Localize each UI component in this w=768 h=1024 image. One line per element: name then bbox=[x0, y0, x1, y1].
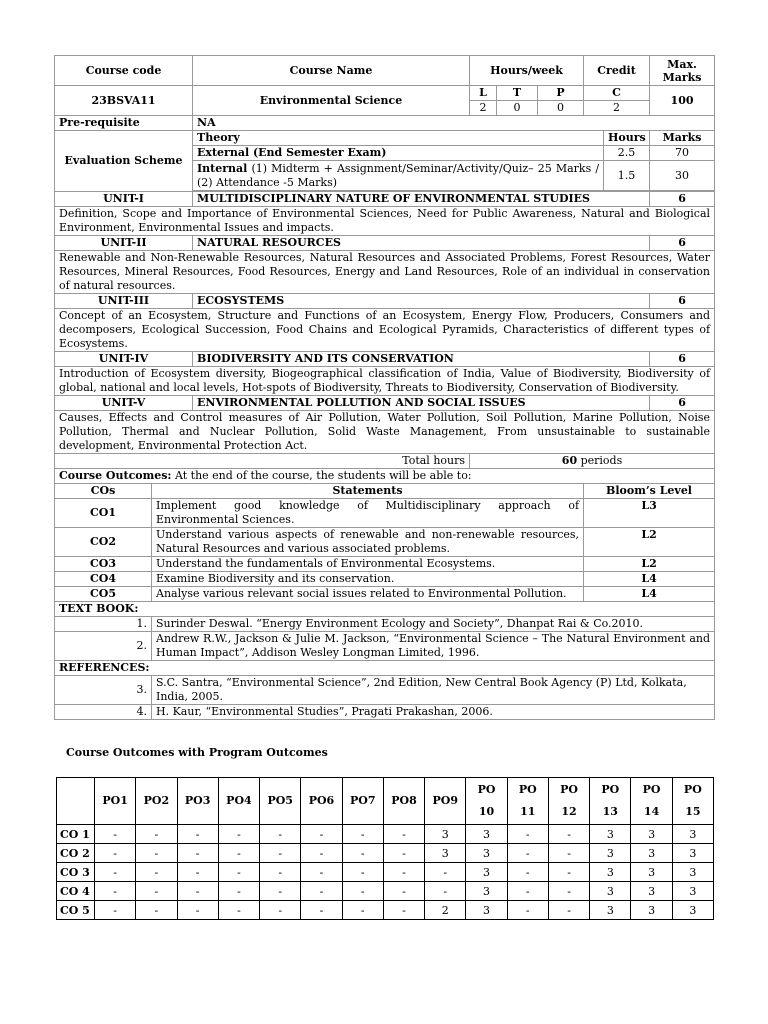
unit-content: Introduction of Ecosystem diversity, Biogeographical classification of India, Value of Biodiversity, Biodiversity of global, national and local levels, Hot-spots of Biodiversity, Threats to Biodiversity, Conservation of Biodiversity. bbox=[55, 367, 715, 396]
co-po-value: 3 bbox=[672, 882, 713, 901]
co-po-value: - bbox=[342, 825, 383, 844]
co-po-value: 3 bbox=[631, 863, 672, 882]
co-po-value: - bbox=[95, 825, 136, 844]
po-header bbox=[95, 778, 136, 825]
co-po-value: - bbox=[95, 844, 136, 863]
internal-label: Internal bbox=[197, 161, 248, 175]
course-code-header: Course code bbox=[55, 56, 193, 86]
textbook-label: TEXT BOOK: bbox=[55, 602, 715, 617]
reference-number-text: 3. bbox=[136, 683, 147, 696]
co-po-value: - bbox=[301, 901, 342, 920]
co-po-value: 3 bbox=[425, 844, 466, 863]
po-header-text: PO4 bbox=[226, 794, 252, 807]
co-po-value: 3 bbox=[672, 863, 713, 882]
po-header bbox=[218, 778, 259, 825]
prerequisite-label: Pre-requisite bbox=[55, 116, 193, 131]
po-header-text: PO bbox=[560, 783, 578, 796]
po-header bbox=[590, 778, 631, 825]
co-po-value: - bbox=[342, 901, 383, 920]
l-header: L bbox=[470, 86, 497, 101]
p-header: P bbox=[538, 86, 584, 101]
po-header-text: 12 bbox=[561, 805, 577, 818]
co-po-value: - bbox=[260, 901, 301, 920]
unit-title: ECOSYSTEMS bbox=[193, 294, 650, 309]
internal-assessment bbox=[193, 161, 604, 191]
co-level: L2 bbox=[584, 528, 715, 557]
textbook-number-text: 1. bbox=[136, 617, 147, 630]
unit-title: MULTIDISCIPLINARY NATURE OF ENVIRONMENTAL STUDIES bbox=[193, 192, 650, 207]
co-po-value: - bbox=[507, 844, 548, 863]
t-header: T bbox=[497, 86, 538, 101]
co-statement: Analyse various relevant social issues related to Environmental Pollution. bbox=[152, 587, 584, 602]
co-po-value: - bbox=[136, 882, 177, 901]
co-po-row bbox=[57, 882, 714, 901]
reference-entry: S.C. Santra, “Environmental Science”, 2nd Edition, New Central Book Agency (P) Ltd, Kolkata, India, 2005. bbox=[152, 676, 715, 705]
po-header-text: PO bbox=[518, 783, 537, 796]
co-po-row bbox=[57, 825, 714, 844]
cos-header: COs bbox=[55, 484, 152, 499]
po-header-text: PO5 bbox=[267, 794, 293, 807]
po-header bbox=[342, 778, 383, 825]
co-po-value: - bbox=[383, 844, 424, 863]
co-po-value: - bbox=[260, 844, 301, 863]
unit-hours: 6 bbox=[650, 396, 715, 411]
co-po-row-label: CO 2 bbox=[57, 844, 95, 863]
reference-number-text: 4. bbox=[136, 705, 147, 718]
po-header-text: PO bbox=[601, 783, 620, 796]
unit-content: Concept of an Ecosystem, Structure and Functions of an Ecosystem, Energy Flow, Producers, Consumers and decomposers, Ecological Succession, Food Chains and Ecological Pyramids, Characteristics of different types of Ecosystems. bbox=[55, 309, 715, 352]
co-id: CO5 bbox=[55, 587, 152, 602]
co-id: CO2 bbox=[55, 528, 152, 557]
co-po-value: - bbox=[260, 863, 301, 882]
po-header-row bbox=[57, 778, 714, 825]
po-header bbox=[466, 778, 507, 825]
co-statement: Understand the fundamentals of Environmental Ecosystems. bbox=[152, 557, 584, 572]
po-header bbox=[136, 778, 177, 825]
total-hours-label: Total hours bbox=[55, 454, 470, 469]
co-po-value: 3 bbox=[631, 825, 672, 844]
co-po-value: - bbox=[136, 844, 177, 863]
co-po-row-label: CO 4 bbox=[57, 882, 95, 901]
co-po-value: - bbox=[383, 901, 424, 920]
po-header bbox=[672, 778, 713, 825]
course-code: 23BSVA11 bbox=[55, 86, 193, 116]
unit-content: Causes, Effects and Control measures of Air Pollution, Water Pollution, Soil Pollution, Marine Pollution, Noise Pollution, Thermal and Nuclear Pollution, Solid Waste Management, From unsustainable to sustainable development, Environmental Protection Act. bbox=[55, 411, 715, 454]
co-statement: Understand various aspects of renewable and non-renewable resources, Natural Resources and various associated problems. bbox=[152, 528, 584, 557]
unit-label: UNIT-IV bbox=[55, 352, 193, 367]
course-outcomes-label: Course Outcomes: bbox=[59, 469, 172, 482]
co-po-value: - bbox=[301, 863, 342, 882]
credit-header: Credit bbox=[584, 56, 650, 86]
po-header bbox=[260, 778, 301, 825]
co-po-value: - bbox=[95, 882, 136, 901]
co-po-value: - bbox=[425, 863, 466, 882]
co-po-value: 2 bbox=[425, 901, 466, 920]
co-po-row-label: CO 3 bbox=[57, 863, 95, 882]
blooms-level-header: Bloom’s Level bbox=[584, 484, 715, 499]
co-level: L4 bbox=[584, 587, 715, 602]
co-po-value: - bbox=[301, 825, 342, 844]
co-po-value: - bbox=[260, 882, 301, 901]
co-po-row bbox=[57, 901, 714, 920]
co-po-value: - bbox=[177, 901, 218, 920]
co-po-value: - bbox=[548, 863, 589, 882]
corner-cell bbox=[57, 778, 95, 825]
co-po-value: - bbox=[548, 825, 589, 844]
textbook-number-text: 2. bbox=[136, 639, 147, 652]
co-po-value: 3 bbox=[672, 901, 713, 920]
co-po-value: 3 bbox=[672, 825, 713, 844]
max-marks: 100 bbox=[650, 86, 715, 116]
p-value: 0 bbox=[538, 101, 584, 116]
unit-label: UNIT-I bbox=[55, 192, 193, 207]
c-header: C bbox=[584, 86, 650, 101]
co-po-table bbox=[56, 777, 714, 920]
po-header bbox=[383, 778, 424, 825]
textbook-entry: Surinder Deswal. “Energy Environment Ecology and Society”, Dhanpat Rai & Co.2010. bbox=[152, 617, 715, 632]
co-po-title: Course Outcomes with Program Outcomes bbox=[66, 746, 328, 759]
co-po-value: - bbox=[218, 863, 259, 882]
t-value: 0 bbox=[497, 101, 538, 116]
statements-header: Statements bbox=[152, 484, 584, 499]
co-po-value: - bbox=[425, 882, 466, 901]
co-po-row bbox=[57, 844, 714, 863]
po-header bbox=[425, 778, 466, 825]
co-po-value: - bbox=[383, 882, 424, 901]
co-po-value: 3 bbox=[631, 844, 672, 863]
co-po-value: 3 bbox=[590, 825, 631, 844]
co-po-value: - bbox=[342, 844, 383, 863]
co-po-value: - bbox=[136, 901, 177, 920]
co-po-value: - bbox=[177, 844, 218, 863]
co-po-value: 3 bbox=[590, 901, 631, 920]
co-po-value: 3 bbox=[466, 825, 507, 844]
unit-content: Renewable and Non-Renewable Resources, Natural Resources and Associated Problems, Forest Resources, Water Resources, Mineral Resources, Food Resources, Energy and Land Resources, Role of an individual in conservation of natural resources. bbox=[55, 251, 715, 294]
co-po-value: 3 bbox=[631, 901, 672, 920]
co-po-value: - bbox=[218, 844, 259, 863]
hours-label: Hours bbox=[604, 131, 650, 146]
textbook-entry: Andrew R.W., Jackson & Julie M. Jackson, “Environmental Science – The Natural Environment and Human Impact”, Addison Wesley Longman Limited, 1996. bbox=[152, 632, 715, 661]
unit-title: NATURAL RESOURCES bbox=[193, 236, 650, 251]
internal-hours: 1.5 bbox=[604, 161, 650, 191]
po-header-text: PO3 bbox=[184, 794, 211, 807]
co-po-value: - bbox=[342, 882, 383, 901]
co-po-value: - bbox=[260, 825, 301, 844]
co-po-value: - bbox=[177, 825, 218, 844]
co-level: L2 bbox=[584, 557, 715, 572]
po-header-text: 10 bbox=[478, 805, 495, 818]
co-id: CO1 bbox=[55, 499, 152, 528]
unit-title: ENVIRONMENTAL POLLUTION AND SOCIAL ISSUES bbox=[193, 396, 650, 411]
po-header-text: PO bbox=[477, 783, 496, 796]
co-po-value: 3 bbox=[466, 863, 507, 882]
po-header bbox=[631, 778, 672, 825]
prerequisite-value: NA bbox=[193, 116, 715, 131]
unit-content: Definition, Scope and Importance of Environmental Sciences, Need for Public Awareness, Natural and Biological Environment, Environmental Issues and impacts. bbox=[55, 207, 715, 236]
co-po-value: - bbox=[136, 863, 177, 882]
theory-label: Theory bbox=[193, 131, 604, 146]
total-hours-number: 60 bbox=[561, 454, 578, 467]
max-marks-header: Max. Marks bbox=[650, 56, 715, 86]
co-po-value: - bbox=[507, 863, 548, 882]
textbook-number bbox=[55, 617, 152, 632]
po-header-text: PO9 bbox=[432, 794, 459, 807]
po-header-text: PO7 bbox=[349, 794, 376, 807]
co-po-value: 3 bbox=[672, 844, 713, 863]
unit-label: UNIT-V bbox=[55, 396, 193, 411]
po-header-text: 14 bbox=[643, 805, 660, 818]
co-po-value: 3 bbox=[466, 844, 507, 863]
co-statement: Implement good knowledge of Multidisciplinary approach of Environmental Sciences. bbox=[152, 499, 584, 528]
co-po-value: - bbox=[136, 825, 177, 844]
po-header bbox=[507, 778, 548, 825]
po-header bbox=[548, 778, 589, 825]
course-name: Environmental Science bbox=[193, 86, 470, 116]
syllabus-table bbox=[54, 55, 715, 720]
co-po-value: 3 bbox=[466, 901, 507, 920]
co-po-value: - bbox=[218, 882, 259, 901]
co-po-value: - bbox=[95, 901, 136, 920]
co-po-row bbox=[57, 863, 714, 882]
po-header bbox=[301, 778, 342, 825]
reference-entry: H. Kaur, “Environmental Studies”, Pragati Prakashan, 2006. bbox=[152, 705, 715, 720]
co-po-value: - bbox=[301, 844, 342, 863]
hours-week-header: Hours/week bbox=[470, 56, 584, 86]
l-value: 2 bbox=[470, 101, 497, 116]
marks-label: Marks bbox=[650, 131, 715, 146]
co-po-value: - bbox=[301, 882, 342, 901]
co-po-value: - bbox=[548, 901, 589, 920]
po-header-text: PO1 bbox=[102, 794, 128, 807]
po-header-text: PO8 bbox=[391, 794, 417, 807]
co-po-value: - bbox=[507, 882, 548, 901]
internal-text: (1) Midterm + Assignment/Seminar/Activity/Quiz– 25 Marks / (2) Attendance -5 Marks) bbox=[197, 161, 600, 189]
unit-label: UNIT-III bbox=[55, 294, 193, 309]
evaluation-scheme-label: Evaluation Scheme bbox=[55, 131, 193, 192]
unit-hours: 6 bbox=[650, 294, 715, 309]
course-name-header: Course Name bbox=[193, 56, 470, 86]
po-header-text: 15 bbox=[685, 805, 701, 818]
co-po-row-label: CO 5 bbox=[57, 901, 95, 920]
c-value: 2 bbox=[584, 101, 650, 116]
unit-label: UNIT-II bbox=[55, 236, 193, 251]
co-po-value: 3 bbox=[590, 882, 631, 901]
co-po-value: - bbox=[218, 825, 259, 844]
co-po-value: - bbox=[383, 863, 424, 882]
co-statement: Examine Biodiversity and its conservation. bbox=[152, 572, 584, 587]
external-hours: 2.5 bbox=[604, 146, 650, 161]
course-outcomes-text: At the end of the course, the students will be able to: bbox=[171, 469, 472, 482]
po-header-text: PO bbox=[683, 783, 702, 796]
co-po-value: 3 bbox=[425, 825, 466, 844]
co-po-value: - bbox=[507, 825, 548, 844]
co-id: CO3 bbox=[55, 557, 152, 572]
co-po-value: - bbox=[548, 882, 589, 901]
internal-marks: 30 bbox=[650, 161, 715, 191]
co-po-value: - bbox=[383, 825, 424, 844]
po-header-text: PO2 bbox=[143, 794, 170, 807]
po-header bbox=[177, 778, 218, 825]
external-marks: 70 bbox=[650, 146, 715, 161]
co-level: L3 bbox=[584, 499, 715, 528]
co-po-value: 3 bbox=[590, 844, 631, 863]
total-hours-unit: periods bbox=[577, 454, 623, 467]
co-po-value: - bbox=[177, 882, 218, 901]
po-header-text: 11 bbox=[520, 805, 536, 818]
total-hours-value bbox=[470, 454, 715, 469]
course-outcomes-intro bbox=[55, 469, 715, 484]
external-exam-label: External (End Semester Exam) bbox=[193, 146, 604, 161]
co-level: L4 bbox=[584, 572, 715, 587]
references-label: REFERENCES: bbox=[55, 661, 715, 676]
po-header-text: PO bbox=[642, 783, 661, 796]
co-po-value: - bbox=[507, 901, 548, 920]
unit-hours: 6 bbox=[650, 236, 715, 251]
co-po-value: - bbox=[218, 901, 259, 920]
co-po-value: 3 bbox=[631, 882, 672, 901]
unit-hours: 6 bbox=[650, 352, 715, 367]
po-header-text: 13 bbox=[602, 805, 618, 818]
co-po-value: - bbox=[95, 863, 136, 882]
reference-number bbox=[55, 705, 152, 720]
co-po-value: 3 bbox=[466, 882, 507, 901]
unit-title: BIODIVERSITY AND ITS CONSERVATION bbox=[193, 352, 650, 367]
co-po-value: - bbox=[342, 863, 383, 882]
co-id: CO4 bbox=[55, 572, 152, 587]
unit-hours: 6 bbox=[650, 192, 715, 207]
co-po-value: 3 bbox=[590, 863, 631, 882]
co-po-value: - bbox=[548, 844, 589, 863]
co-po-value: - bbox=[177, 863, 218, 882]
co-po-row-label: CO 1 bbox=[57, 825, 95, 844]
textbook-number bbox=[55, 632, 152, 661]
reference-number bbox=[55, 676, 152, 705]
po-header-text: PO6 bbox=[308, 794, 335, 807]
